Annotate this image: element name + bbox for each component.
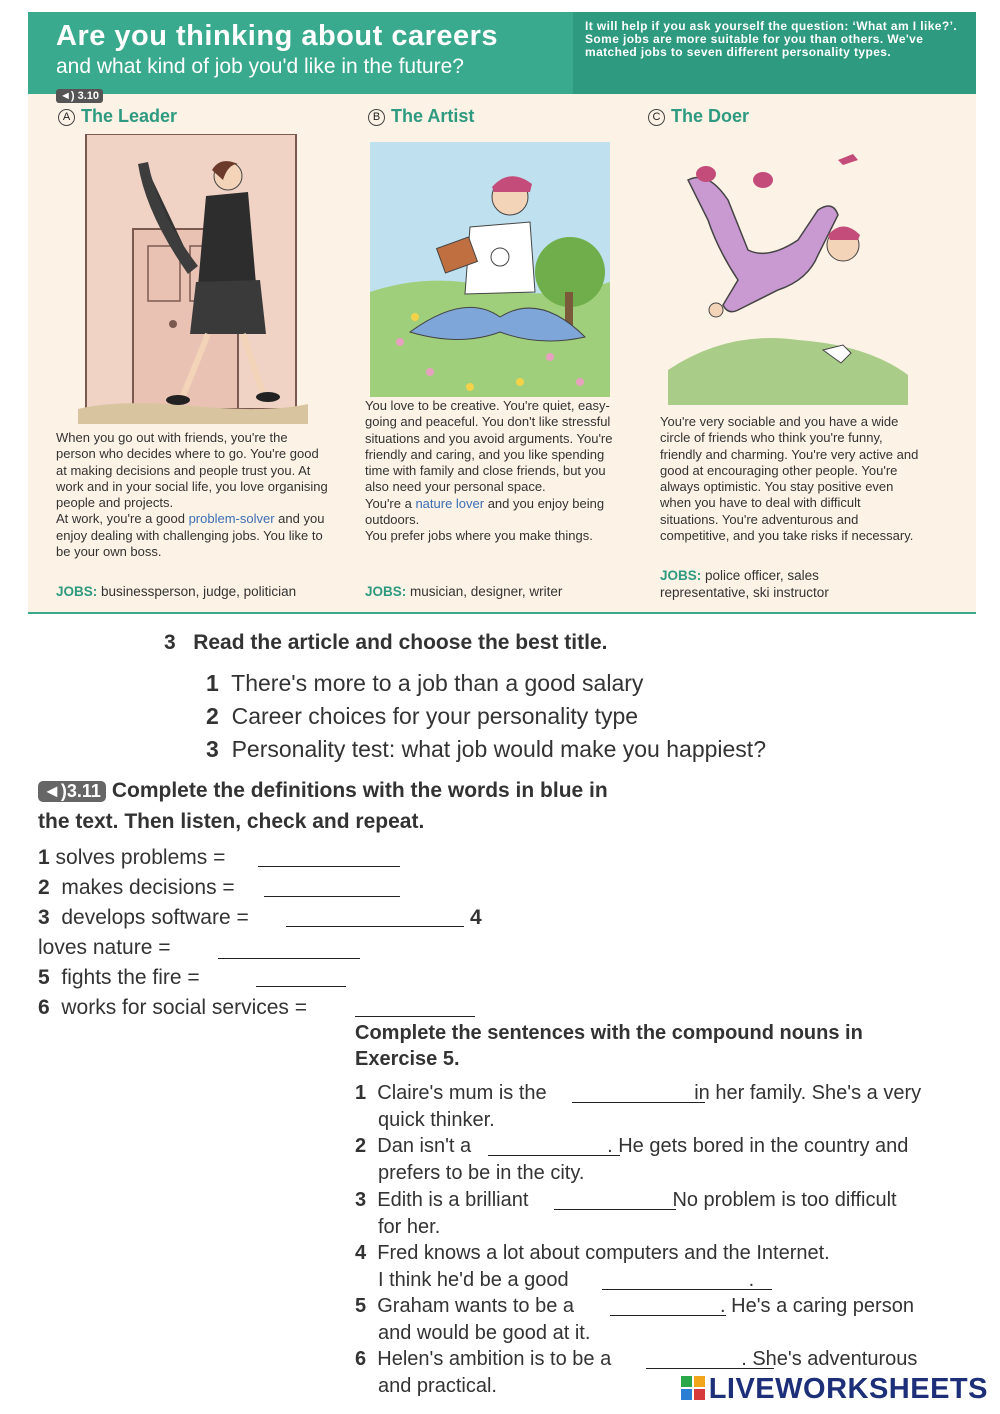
sentence-text: . He's a caring person [720,1295,914,1317]
sentence-text: . [748,1269,755,1291]
definition-3 [38,906,249,930]
letter-c-badge: C [648,109,665,126]
exercise-number: 3 [164,631,176,654]
sentence-continuation: prefers to be in the city. [378,1162,585,1184]
heading-text: The Doer [671,106,750,126]
article-subtitle: and what kind of job you'd like in the future? [56,55,464,78]
answer-blank-5-4[interactable] [218,958,360,959]
jobs-label: JOBS: [660,568,702,583]
definition-6 [38,996,307,1020]
answer-blank-6-1[interactable] [572,1102,705,1103]
definition-text: fights the fire = [61,966,200,989]
sentence-3 [355,1187,975,1241]
jobs-label: JOBS: [56,584,98,599]
text-span: At work, you're a good [56,511,189,527]
audio-track-badge[interactable] [56,86,103,104]
sentence-text: I think he'd be a good [378,1269,569,1291]
answer-blank-5-1[interactable] [258,866,400,867]
sentence-continuation: quick thinker. [378,1109,495,1131]
item-number: 4 [355,1242,367,1264]
sentence-text: Dan isn't a [377,1135,472,1157]
definition-2 [38,876,235,900]
item-number: 6 [38,996,50,1019]
sentence-text: Fred knows a lot about computers and the Internet. [377,1242,830,1264]
doer-jobs [660,568,829,601]
definition-text: works for social services = [61,996,308,1019]
artist-paragraph-1: You love to be creative. You're quiet, easy-going and peaceful. You don't like stressful situations and you avoid arguments. You're friendly and caring, and you like spending time with family and close friends, but you also need your personal space. [365,398,613,495]
item-number: 1 [355,1082,367,1104]
heading-the-leader [58,106,177,127]
doer-illustration [668,140,908,405]
answer-blank-5-2[interactable] [264,896,400,897]
blue-word-nature-lover: nature lover [415,495,485,511]
definition-text: solves problems = [55,846,226,869]
sentence-text: Claire's mum is the [377,1082,547,1104]
leader-paragraph-1: When you go out with friends, you're the person who decides where to go. You're good at making decisions and people trust you. At work and in your social life, you love organising people and projects. [56,430,328,511]
item-number: 2 [38,876,50,899]
jobs-list-line-2: representative, ski instructor [660,584,829,600]
definition-1 [38,846,225,870]
option-number: 3 [206,736,219,762]
heading-text: The Artist [391,106,475,126]
sentence-5 [355,1293,975,1347]
answer-blank-5-6[interactable] [355,1016,475,1017]
artist-paragraph-2 [365,496,615,529]
answer-blank-6-6[interactable] [646,1368,774,1369]
option-number: 1 [206,670,219,696]
sentence-text: . She's adventurous [741,1348,918,1370]
jobs-list: businessperson, judge, politician [101,584,297,599]
title-option-1[interactable] [206,670,643,697]
letter-b-badge: B [368,109,385,126]
audio-track-number: 3.10 [77,90,100,102]
sentence-4 [355,1240,975,1294]
doer-text [660,414,922,544]
exercise-6-instruction-line-2: Exercise 5. [355,1048,460,1070]
answer-blank-6-3[interactable] [554,1209,676,1210]
audio-track-badge[interactable] [38,781,106,802]
artist-paragraph-3: You prefer jobs where you make things. [365,528,593,544]
liveworksheets-logo-icon [681,1376,705,1400]
answer-blank-5-5[interactable] [256,986,346,987]
text-span: and you enjoy dealing with challenging jobs. You like to be your own boss. [56,511,325,560]
speaker-icon: ◄) [60,90,75,102]
article [28,12,976,614]
item-number: 4 [470,906,482,929]
artist-jobs [365,584,562,599]
exercise-6-instruction: Complete the sentences with the compound nouns in [355,1022,863,1044]
sentence-1 [355,1080,975,1134]
article-intro: It will help if you ask yourself the question: ‘What am I like?’. Some jobs are more suitable for you than others. We've matched jobs to seven different personality types. [585,19,958,59]
item-number: 5 [38,966,50,989]
sentence-text: Helen's ambition is to be a [377,1348,612,1370]
exercise-5-instruction-line-2: the text. Then listen, check and repeat. [38,810,425,833]
item-number: 5 [355,1295,367,1317]
text-span: You're a [365,495,416,511]
instruction-text: Read the article and choose the best title. [193,631,608,654]
definition-text: makes decisions = [61,876,235,899]
sentence-continuation: and would be good at it. [378,1322,591,1344]
option-number: 2 [206,703,219,729]
answer-blank-6-2[interactable] [488,1155,620,1156]
item-number: 1 [38,846,50,869]
sentence-text: in her family. She's a very [694,1082,922,1104]
liveworksheets-logo[interactable] [681,1373,988,1406]
artist-text [365,398,615,545]
heading-text: The Leader [81,106,178,126]
article-banner [28,12,976,94]
title-option-2[interactable] [206,703,638,730]
heading-the-artist [368,106,474,127]
sentence-text: No problem is too difficult [672,1189,897,1211]
option-text: Career choices for your personality type [231,703,639,729]
artist-illustration [370,142,610,397]
banner-intro-area [573,12,976,94]
leader-jobs [56,584,296,599]
leader-illustration [78,134,308,424]
option-text: There's more to a job than a good salary [231,670,644,696]
title-option-3[interactable] [206,736,766,763]
sentence-text: . He gets bored in the country and [607,1135,909,1157]
article-title: Are you thinking about careers [56,20,499,52]
instruction-text: Complete the definitions with the words in blue in [111,779,608,802]
item-number: 2 [355,1135,367,1157]
item-number: 3 [38,906,50,929]
option-text: Personality test: what job would make you happiest? [231,736,766,762]
letter-a-badge: A [58,109,75,126]
blue-word-problem-solver: problem-solver [188,511,275,527]
answer-blank-6-4[interactable] [602,1289,772,1290]
leader-paragraph-2 [56,511,328,560]
sentence-text: Graham wants to be a [377,1295,575,1317]
item-number: 3 [355,1189,367,1211]
audio-track-number: 3.11 [66,781,101,801]
sentence-2 [355,1133,975,1187]
item-number: 6 [355,1348,367,1370]
definition-text: develops software = [61,906,249,929]
exercise-3-instruction [164,631,607,655]
sentence-text: Edith is a brilliant [377,1189,529,1211]
jobs-label: JOBS: [365,584,407,599]
exercise-5-instruction [38,779,608,803]
logo-text: LIVEWORKSHEETS [708,1373,988,1405]
doer-paragraph-1: You're very sociable and you have a wide circle of friends who think you're funny, friendly and charming. You're very active and good at encouraging other people. You're always optimistic. You stay positive even when you have to deal with difficult situations. You're adventurous and competitive, and you take risks if necessary. [660,414,919,544]
answer-blank-5-3[interactable] [286,926,464,927]
definition-4: loves nature = [38,936,171,959]
text-span: and you enjoy being outdoors. [365,495,605,528]
sentence-continuation: for her. [378,1216,441,1238]
sentence-continuation: and practical. [378,1375,497,1397]
answer-blank-6-5[interactable] [610,1315,726,1316]
definition-4-number [470,906,482,930]
leader-text [56,430,328,560]
jobs-list: musician, designer, writer [410,584,563,599]
jobs-list-line-1: police officer, sales [705,568,819,583]
speaker-icon: ◄) [43,781,67,801]
banner-title-area [28,12,573,94]
heading-the-doer [648,106,749,127]
definition-5 [38,966,200,990]
